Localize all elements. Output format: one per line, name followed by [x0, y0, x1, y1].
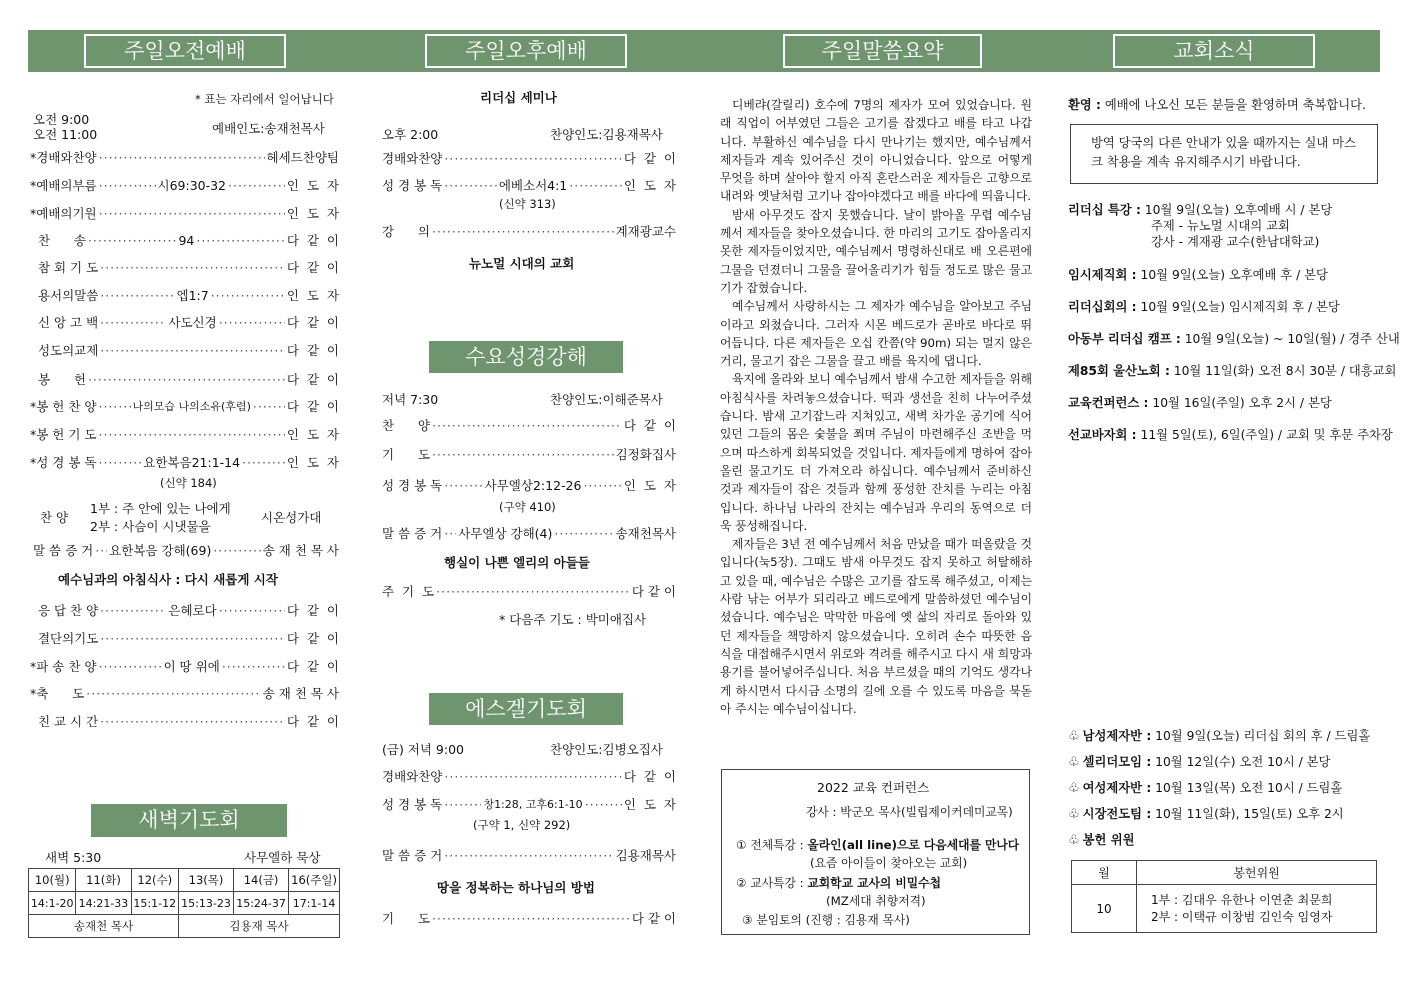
- morning-sermon-title: 예수님과의 아침식사 : 다시 새롭게 시작: [58, 572, 278, 587]
- order-performer: 송 재 천 목 사: [262, 543, 339, 558]
- ezekiel-prayer-row: [382, 909, 676, 927]
- news-item-label: 교육컨퍼런스 :: [1068, 396, 1149, 410]
- order-performer: 다 같 이: [286, 343, 339, 358]
- order-row: [382, 445, 676, 463]
- order-performer: 인 도 자: [623, 797, 677, 812]
- group-item: [1068, 726, 1370, 744]
- conference-item-1-sub: (요즘 아이들이 찾아오는 교회): [810, 856, 968, 870]
- order-label: 성 경 봉 독: [382, 178, 443, 193]
- offering-head-month: 월: [1072, 861, 1137, 885]
- order-detail: 사무엘상 강해(4): [458, 526, 553, 541]
- conference-item-2-label: ② 교사특강 :: [736, 876, 804, 890]
- news-item: [1068, 425, 1393, 443]
- order-performer: 다 같 이: [286, 714, 339, 729]
- order-row: [30, 286, 339, 304]
- morning-hymn-2: 2부 : 사슴이 시냇물을: [90, 519, 211, 534]
- order-performer: 인 도 자: [623, 178, 676, 193]
- order-row: [30, 425, 339, 443]
- order-performer: 다 같 이: [623, 151, 676, 166]
- order-label: 기 도: [382, 447, 430, 462]
- order-performer: 다 같 이: [286, 260, 339, 275]
- order-detail: 시69:30-32: [157, 178, 227, 193]
- dawn-day: 14(금): [234, 869, 289, 892]
- order-performer: 다 같 이: [286, 603, 340, 618]
- ezekiel-leader: 찬양인도:김병오집사: [550, 742, 663, 757]
- offering-line-1: 1부 : 김대우 유한나 이연춘 최문희: [1151, 892, 1333, 907]
- ezekiel-title: 에스겔기도회: [429, 693, 623, 725]
- wednesday-leader: 찬양인도:이해준목사: [550, 392, 663, 407]
- sermon-paragraph: 육지에 올라와 보니 예수님께서 밤새 수고한 제자들을 위해 아침식사를 차려놓으셨습니다. 떡과 생선을 친히 나누어주셨습니다. 밤새 고기잡느라 지쳐있고, 새벽 차가운 공기에 식어 있던 그들의 몸은 숯불을 쬐며 주님이 마련해주신 조반을 먹으며 따스하게 회복되었을 것입니다. 제자들에게 명하여 잡아올린 물고기도 더 가져오라 하십니다. 예수님께서 준비하신 것과 제자들이 잡은 것들과 함께 풍성한 잔치를 누리는 아침입니다. 하나님 나라의 잔치는 예수님과 우리의 동역으로 더욱 풍성해집니다.: [720, 372, 1032, 533]
- news-item: [1068, 329, 1400, 347]
- order-row: [382, 795, 676, 813]
- order-row: [30, 453, 339, 471]
- wednesday-reading-ref: (구약 410): [499, 500, 556, 514]
- order-label: 신 앙 고 백: [30, 315, 99, 330]
- order-row: [30, 204, 339, 222]
- group-item: [1068, 778, 1342, 796]
- order-label: *예배의부름: [30, 178, 97, 193]
- dawn-day: 13(목): [178, 869, 233, 892]
- morning-preach-row: [33, 541, 339, 559]
- leadership-line-1: 10월 9일(오늘) 오후예배 시 / 본당: [1144, 203, 1333, 217]
- offering-head-members: 봉헌위원: [1137, 861, 1377, 885]
- order-performer: 인 도 자: [286, 427, 339, 442]
- afternoon-reading-ref: (신약 313): [499, 197, 556, 211]
- conference-title: 2022 교육 컨퍼런스: [817, 780, 930, 795]
- order-detail: 이 땅 위에: [163, 659, 220, 674]
- group-item: [1068, 804, 1344, 822]
- dawn-ref: 15:13-23: [178, 892, 233, 915]
- order-detail: 94: [178, 232, 195, 248]
- order-row: [382, 416, 676, 434]
- lecture-title: 뉴노멀 시대의 교회: [469, 256, 575, 271]
- conference-item-2: [736, 874, 941, 891]
- seminar-title: 리더십 세미나: [480, 90, 557, 105]
- order-detail: 나의모습 나의소유(후렴): [132, 400, 251, 413]
- mask-notice: 방역 당국의 다른 안내가 있을 때까지는 실내 마스크 착용을 계속 유지해주시기 바랍니다.: [1091, 136, 1356, 169]
- order-row: [382, 767, 676, 785]
- news-item-text: 10월 16일(주일) 오후 2시 / 본당: [1148, 396, 1332, 410]
- order-performer: 다 같 이: [623, 769, 676, 784]
- order-label: 찬 양: [382, 418, 430, 433]
- header-morning-worship: 주일오전예배: [84, 34, 286, 68]
- afternoon-time: 오후 2:00: [382, 127, 439, 142]
- order-label: 참 회 기 도: [30, 260, 99, 275]
- order-performer: 인 도 자: [623, 478, 676, 493]
- afternoon-lecture-row: [382, 222, 676, 240]
- ezekiel-reading-ref: (구약 1, 신약 292): [473, 818, 571, 832]
- group-item-text: 10월 11일(화), 15일(토) 오후 2시: [1151, 807, 1344, 821]
- group-item-label: 시장전도팀 :: [1082, 807, 1152, 821]
- order-detail: 은혜로다: [168, 603, 217, 618]
- sermon-summary-text: [720, 96, 1032, 718]
- conference-item-3: ③ 분임토의 (진행 : 김용재 목사): [742, 913, 910, 927]
- order-performer: 인 도 자: [286, 455, 339, 470]
- offering-line-2: 2부 : 이택규 이창범 김인숙 임영자: [1151, 909, 1333, 924]
- leadership-line-3: 강사 - 계재광 교수(한남대학교): [1151, 235, 1320, 249]
- dawn-ref: 15:1-12: [131, 892, 178, 915]
- order-label: 주 기 도: [382, 584, 435, 599]
- order-detail: 요한복음 강해(69): [109, 543, 212, 558]
- wednesday-time: 저녁 7:30: [382, 392, 439, 407]
- order-row: [30, 341, 339, 359]
- order-label: 봉 헌: [30, 372, 86, 387]
- order-label: 용서의말씀: [30, 288, 99, 303]
- order-performer: 다 같 이: [286, 372, 339, 387]
- conference-item-1: [736, 836, 1019, 853]
- dawn-schedule-table: [28, 868, 340, 938]
- order-performer: 김정화집사: [615, 447, 676, 462]
- news-item-label: 아동부 리더십 캠프 :: [1068, 332, 1181, 346]
- order-row: [30, 176, 339, 194]
- news-item-label: 임시제직회 :: [1068, 268, 1137, 282]
- header-church-news: 교회소식: [1113, 34, 1315, 68]
- news-item: [1068, 393, 1332, 411]
- order-row: [30, 629, 339, 647]
- group-item-label: 봉헌 위원: [1082, 833, 1135, 847]
- header-sermon-summary: 주일말씀요약: [783, 34, 982, 68]
- clover-icon: ♧: [1068, 729, 1080, 744]
- morning-time-1: 오전 9:00: [33, 112, 90, 127]
- sermon-paragraph: 제자들은 3년 전 예수님께서 처음 만났을 때가 떠올랐을 것입니다(눅5장). 그때도 밤새 아무것도 잡지 못하고 허탈해하고 있을 때, 예수님은 수많은 고기를 잡도록 해주셨고, 이제는 사람 낚는 어부가 되리라고 베드로에게 말씀하셨던 예수님이셨습니다. 예수님은 막막한 마음에 옛 삶의 자리로 돌아와 있던 제자들을 책망하지 않으셨습니다. 오히려 손수 따뜻한 음식을 대접해주시면서 위로와 격려를 해주시고 다시 새 희망과 용기를 불어넣어주십니다. 처음 부르셨을 때의 기억도 생각나게 하시면서 다시금 소명의 길에 오를 수 있도록 마음을 북돋아 주시는 예수님이십니다.: [720, 537, 1032, 716]
- mask-notice-box: [1070, 124, 1378, 184]
- order-label: 기 도: [382, 911, 430, 926]
- order-row: [30, 258, 339, 276]
- order-performer: 다 같 이: [631, 911, 676, 926]
- dawn-leader-1: 송재천 목사: [29, 915, 179, 938]
- news-item-text: 10월 9일(오늘) 임시제직회 후 / 본당: [1136, 300, 1340, 314]
- order-performer: 다 같 이: [286, 659, 340, 674]
- order-label: *축 도: [30, 686, 85, 701]
- dawn-leader-2: 김용재 목사: [178, 915, 339, 938]
- dawn-day: 16(주일): [289, 869, 340, 892]
- clover-icon: ♧: [1068, 807, 1080, 822]
- ezekiel-time: (금) 저녁 9:00: [382, 742, 464, 757]
- order-detail: 사무엘상2:12-26: [484, 478, 582, 493]
- offering-month: 10: [1072, 885, 1137, 933]
- morning-hymn-1: 1부 : 주 안에 있는 나에게: [90, 501, 231, 516]
- header-bar: [28, 30, 1380, 72]
- order-row: [30, 231, 339, 249]
- order-label: *봉 헌 기 도: [30, 427, 97, 442]
- stand-note: * 표는 자리에서 일어납니다: [195, 92, 334, 106]
- dawn-ref: 14:1-20: [29, 892, 76, 915]
- header-afternoon-worship: 주일오후예배: [425, 34, 627, 68]
- conference-item-1-label: ① 전체특강 :: [736, 838, 804, 852]
- order-performer: 계재광교수: [615, 224, 676, 239]
- morning-time-2: 오전 11:00: [33, 127, 98, 142]
- order-performer: 다 같 이: [286, 315, 340, 330]
- order-row: [30, 684, 339, 702]
- dawn-day: 10(월): [29, 869, 76, 892]
- order-detail: 엡1:7: [176, 288, 209, 303]
- ezekiel-sermon-title: 땅을 정복하는 하나님의 방법: [437, 880, 595, 895]
- order-performer: 김용재목사: [615, 848, 676, 863]
- news-item-label: 제85회 울산노회 :: [1068, 364, 1170, 378]
- sermon-paragraph: 밤새 아무것도 잡지 못했습니다. 날이 밝아올 무렵 예수님께서 제자들을 찾아오셨습니다. 한 마리의 고기도 잡아올리지 못한 제자들이었지만, 예수님께서 명령하신대로 배 오른편에 그물을 던졌더니 그물을 끌어올리기가 힘들 정도로 많은 물고기가 잡혔습니다.: [720, 207, 1032, 295]
- welcome-label: 환영 :: [1068, 98, 1101, 112]
- order-row: [30, 601, 339, 619]
- group-item-label: 여성제자반 :: [1082, 781, 1152, 795]
- order-row: [30, 712, 339, 730]
- wednesday-title: 수요성경강해: [429, 341, 623, 373]
- order-label: 말 씀 증 거: [33, 543, 94, 558]
- morning-hymn-choir: 시온성가대: [261, 510, 322, 525]
- order-label: 경배와찬양: [382, 151, 443, 166]
- order-row: [30, 148, 339, 166]
- order-performer: 송 재 천 목 사: [262, 686, 339, 701]
- news-item: [1068, 265, 1328, 283]
- order-label: *경배와찬양: [30, 150, 97, 165]
- order-row: [382, 149, 676, 167]
- group-item-text: 10월 13일(목) 오전 10시 / 드림홀: [1151, 781, 1343, 795]
- order-performer: 다 같 이: [286, 631, 339, 646]
- dawn-prayer-title: 새벽기도회: [91, 804, 287, 837]
- welcome-line: [1068, 95, 1366, 113]
- order-row: [382, 176, 676, 194]
- next-prayer-note: * 다음주 기도 : 박미애집사: [499, 612, 647, 627]
- conference-item-2-sub: (MZ세대 취향저격): [826, 894, 926, 908]
- sermon-paragraph: 예수님께서 사랑하시는 그 제자가 예수님을 알아보고 주님이라고 외쳤습니다. 그러자 시몬 베드로가 곧바로 바다로 뛰어듭니다. 다른 제자들은 오십 칸쯤(약 90m) 되는 멀지 않은 거리, 물고기 잡은 그물을 끌고 배를 육지에 댑니다.: [720, 299, 1032, 369]
- order-performer: 헤세드찬양팀: [266, 150, 339, 165]
- order-detail: 창1:28, 고후6:1-10: [483, 798, 583, 811]
- group-item: [1068, 830, 1134, 848]
- afternoon-leader: 찬양인도:김용재목사: [550, 127, 663, 142]
- group-item-label: 남성제자반 :: [1082, 729, 1152, 743]
- news-item: [1068, 361, 1396, 379]
- news-item: [1068, 297, 1340, 315]
- wednesday-preach-row: [382, 524, 676, 542]
- order-label: *봉 헌 찬 양: [30, 399, 97, 414]
- morning-leader: 예배인도:송재천목사: [212, 121, 325, 136]
- news-item-text: 10월 9일(오늘) ~ 10일(월) / 경주 산내: [1180, 332, 1400, 346]
- clover-icon: ♧: [1068, 755, 1080, 770]
- dawn-ref: 14:21-33: [76, 892, 131, 915]
- order-label: 경배와찬양: [382, 769, 443, 784]
- leadership-label: 리더십 특강 :: [1068, 203, 1141, 217]
- order-label: 말 씀 증 거: [382, 848, 443, 863]
- order-performer: 인 도 자: [286, 178, 339, 193]
- dawn-time: 새벽 5:30: [45, 850, 102, 865]
- order-detail: 사도신경: [168, 315, 217, 330]
- dawn-day: 11(화): [76, 869, 131, 892]
- order-row: [30, 370, 339, 388]
- order-row: [30, 313, 339, 331]
- dawn-ref: 15:24-37: [234, 892, 289, 915]
- order-row: [30, 397, 339, 415]
- order-performer: 다 같 이: [286, 399, 340, 414]
- order-performer: 송재천목사: [615, 526, 676, 541]
- order-row: [30, 657, 339, 675]
- conference-box: [721, 769, 1030, 935]
- news-item-text: 10월 9일(오늘) 오후예배 후 / 본당: [1136, 268, 1328, 282]
- order-performer: 다 같 이: [623, 418, 676, 433]
- order-performer: 인 도 자: [286, 206, 339, 221]
- order-detail: 에베소서4:1: [498, 178, 568, 193]
- order-label: 응 답 찬 양: [30, 603, 99, 618]
- conference-item-2-title: 교회학교 교사의 비밀수첩: [807, 876, 941, 890]
- order-label: 강 의: [382, 224, 430, 239]
- news-item-label: 선교바자회 :: [1068, 428, 1137, 442]
- news-item-label: 리더십회의 :: [1068, 300, 1137, 314]
- order-row: [382, 476, 676, 494]
- order-label: 친 교 시 간: [30, 714, 99, 729]
- wednesday-prayer-row: [382, 582, 676, 600]
- clover-icon: ♧: [1068, 781, 1080, 796]
- dawn-topic: 사무엘하 묵상: [244, 850, 321, 865]
- order-performer: 다 같 이: [286, 233, 339, 248]
- order-label: 말 씀 증 거: [382, 526, 443, 541]
- order-label: 찬 송: [30, 233, 86, 248]
- ezekiel-preach-row: [382, 846, 676, 864]
- order-label: *예배의기원: [30, 206, 97, 221]
- dawn-ref: 17:1-14: [289, 892, 340, 915]
- group-item: [1068, 752, 1330, 770]
- order-performer: 다 같 이: [631, 584, 676, 599]
- group-item-text: 10월 9일(오늘) 리더십 회의 후 / 드림홀: [1151, 729, 1371, 743]
- group-item-text: 10월 12일(수) 오전 10시 / 본당: [1151, 755, 1331, 769]
- order-label: 결단의기도: [30, 631, 99, 646]
- welcome-text: 예배에 나오신 모든 분들을 환영하며 축복합니다.: [1100, 98, 1366, 112]
- order-label: 성 경 봉 독: [382, 478, 443, 493]
- wednesday-sermon-title: 행실이 나쁜 엘리의 아들들: [444, 555, 590, 570]
- dawn-day: 12(수): [131, 869, 178, 892]
- sermon-paragraph: 디베랴(갈릴리) 호수에 7명의 제자가 모여 있었습니다. 원래 직업이 어부였던 그들은 고기를 잡겠다고 배를 타고 나갑니다. 부활하신 예수님을 다시 만나기는 했지만, 예수님께서 제자들과 계속 있어주신 것이 아니었습니다. 앞으로 어떻게 무엇을 하며 살아야 할지 아직 혼란스러운 제자들은 고향으로 내려와 옛날처럼 고기나 잡아야겠다고 배를 바다에 띄웁니다.: [720, 98, 1032, 204]
- offering-committee-table: [1071, 860, 1377, 933]
- news-item-text: 11월 5일(토), 6일(주일) / 교회 및 후문 주차장: [1136, 428, 1393, 442]
- order-label: *성 경 봉 독: [30, 455, 97, 470]
- order-performer: 인 도 자: [286, 288, 339, 303]
- leadership-line-2: 주제 - 뉴노멀 시대의 교회: [1151, 219, 1290, 233]
- order-label: 성도의교제: [30, 343, 99, 358]
- morning-hymn-label: 찬 양: [40, 510, 69, 525]
- conference-item-1-title: 올라인(all line)으로 다음세대를 만나다: [807, 838, 1020, 852]
- conference-speaker: 강사 : 박군오 목사(빌립제이커데미교목): [806, 805, 1013, 819]
- morning-reading-ref: (신약 184): [160, 476, 217, 490]
- offering-members: [1137, 885, 1377, 933]
- order-detail: 요한복음21:1-14: [143, 455, 241, 470]
- clover-icon: ♧: [1068, 833, 1080, 848]
- group-item-label: 셀리더모임 :: [1082, 755, 1152, 769]
- order-label: 성 경 봉 독: [382, 797, 443, 812]
- order-label: *파 송 찬 양: [30, 659, 97, 674]
- news-item-text: 10월 11일(화) 오전 8시 30분 / 대흥교회: [1169, 364, 1397, 378]
